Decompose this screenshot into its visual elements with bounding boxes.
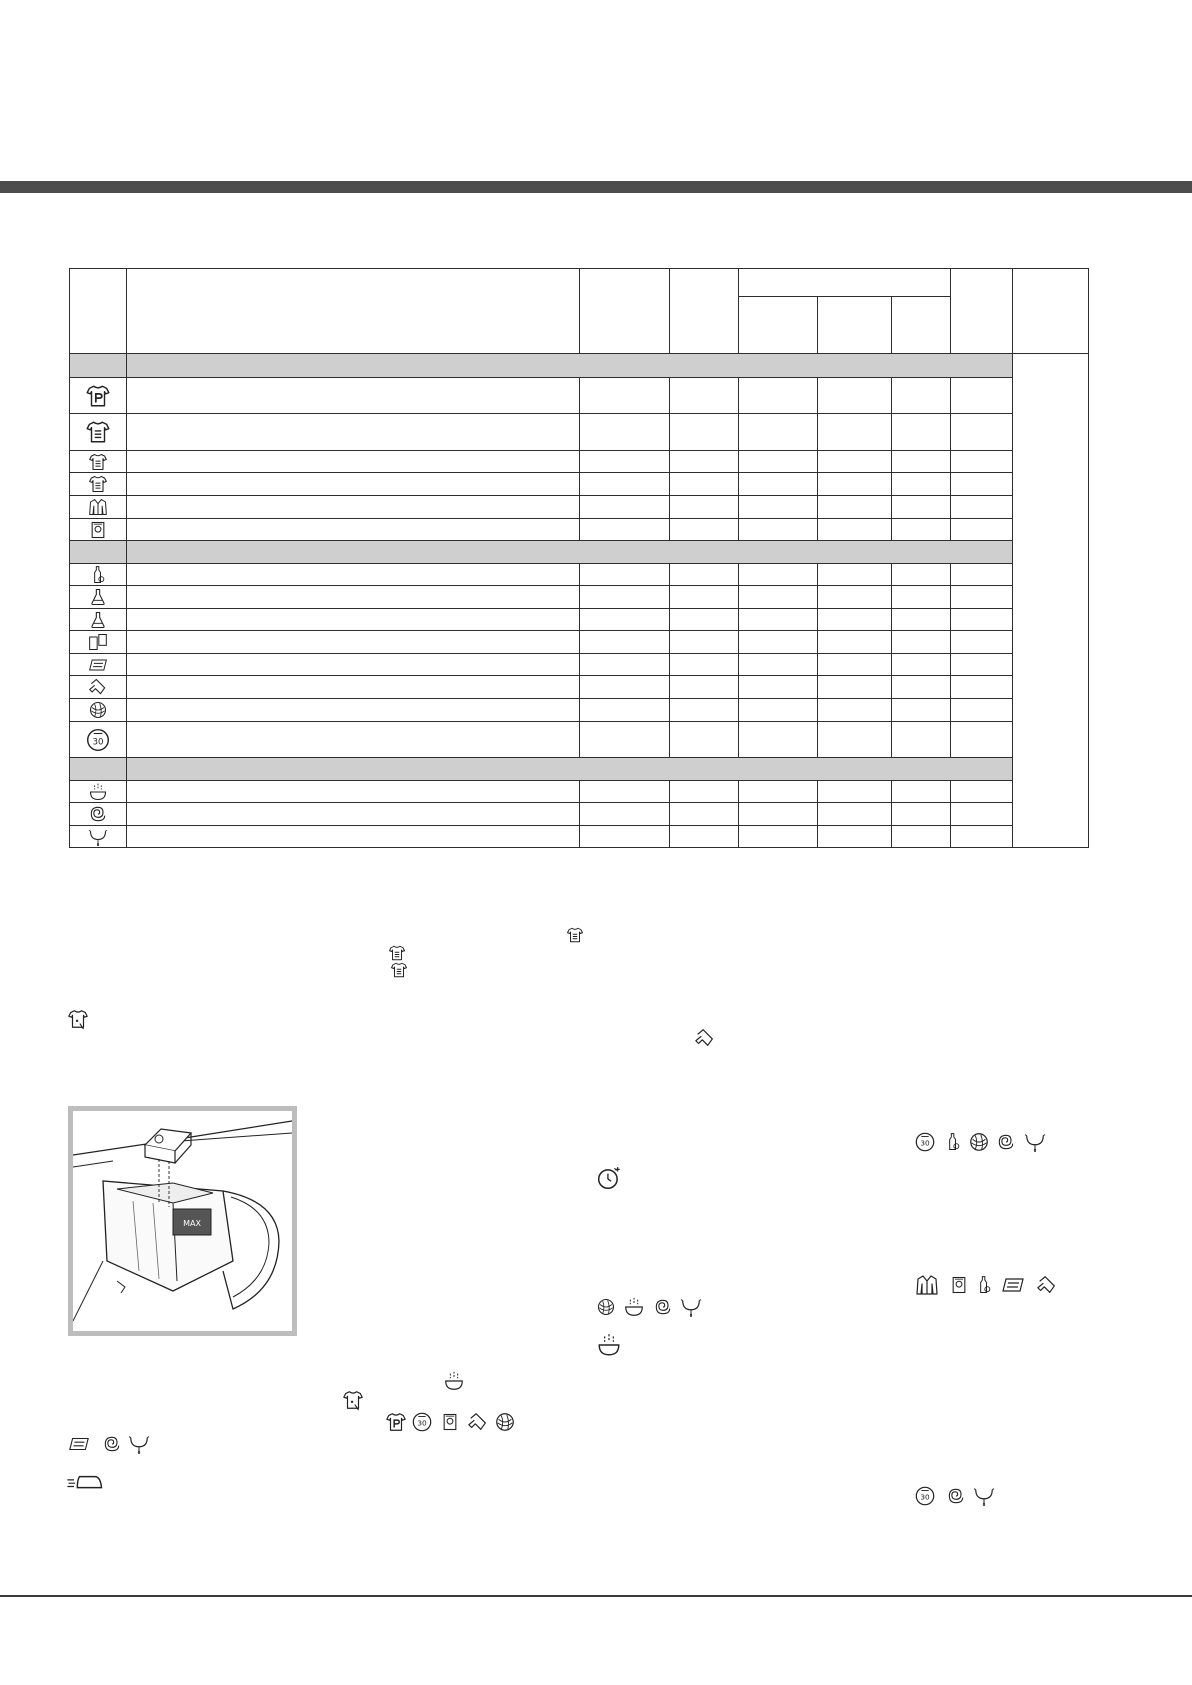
wool-icon	[968, 1131, 990, 1153]
row-icon-cell	[70, 781, 127, 803]
row-icon-cell	[70, 496, 127, 519]
table-header-row	[70, 269, 1089, 297]
shirt-stain-icon	[67, 1008, 89, 1030]
programme-table	[69, 268, 1089, 848]
footer-rule	[0, 1595, 1192, 1597]
shirt-lines-icon	[88, 474, 108, 494]
drain-icon	[88, 827, 108, 847]
drain-icon	[1024, 1131, 1046, 1153]
bottle-icon	[974, 1273, 994, 1297]
table-row	[70, 699, 1089, 722]
header-cell	[951, 269, 1013, 354]
row-icon-cell	[70, 473, 127, 496]
header-group-cell	[739, 269, 951, 297]
table-row	[70, 519, 1089, 541]
row-icon-cell	[70, 699, 127, 722]
bottle-icon	[88, 565, 108, 585]
row-icon-cell	[70, 654, 127, 676]
shirt-stain-icon	[342, 1389, 364, 1411]
row-icon-cell	[70, 378, 127, 414]
spin-icon	[946, 1485, 966, 1507]
band-cell	[70, 354, 127, 378]
rinse-icon	[596, 1332, 622, 1358]
silk-icon	[467, 1411, 489, 1433]
row-icon-cell	[70, 676, 127, 699]
table-row	[70, 378, 1089, 414]
silk-icon	[694, 1027, 716, 1049]
jeans-icon	[440, 1411, 460, 1433]
timer-30-icon	[411, 1411, 433, 1433]
shirt-p-icon	[85, 383, 111, 409]
table-row	[70, 586, 1089, 609]
table-row	[70, 722, 1089, 758]
row-icon-cell	[70, 609, 127, 631]
table-row	[70, 631, 1089, 654]
header-cell	[127, 269, 580, 354]
rinse-icon	[443, 1370, 465, 1392]
row-icon-cell	[70, 586, 127, 609]
spin-icon	[102, 1433, 122, 1455]
shirt-lines-icon	[85, 419, 111, 445]
table-row	[70, 451, 1089, 473]
table-row	[70, 473, 1089, 496]
shirt-lines-icon	[390, 961, 408, 979]
shirt-lines-icon	[388, 944, 406, 962]
table-row	[70, 496, 1089, 519]
header-cell	[739, 297, 818, 354]
timer-30-icon	[914, 1131, 936, 1153]
silk-icon	[1036, 1273, 1058, 1297]
row-icon-cell	[70, 722, 127, 758]
row-icon-cell	[70, 451, 127, 473]
drain-icon	[973, 1485, 995, 1507]
header-cell	[70, 269, 127, 354]
table-row	[70, 826, 1089, 848]
detergent-drawer-figure	[68, 1106, 297, 1336]
blanket-icon	[67, 1433, 91, 1455]
band-cell	[70, 758, 127, 781]
row-icon-cell	[70, 826, 127, 848]
rinse-icon	[623, 1296, 645, 1318]
table-row	[70, 676, 1089, 699]
header-rule	[0, 181, 1192, 193]
band-row	[70, 541, 1089, 564]
drain-icon	[128, 1433, 150, 1455]
header-cell	[892, 297, 951, 354]
shirt-lines-icon	[88, 452, 108, 472]
shirt-p-icon	[385, 1411, 407, 1433]
table-row	[70, 609, 1089, 631]
table-row	[70, 781, 1089, 803]
spin-icon	[88, 804, 108, 824]
flask-icon	[88, 587, 108, 607]
wool-icon	[494, 1411, 516, 1433]
band-cell	[70, 541, 127, 564]
row-icon-cell	[70, 564, 127, 586]
row-icon-cell	[70, 414, 127, 451]
wool-icon	[88, 700, 108, 720]
notes-column	[1013, 354, 1089, 848]
band-row	[70, 758, 1089, 781]
flask-icon	[88, 610, 108, 630]
towels-icon	[86, 632, 110, 652]
table-row	[70, 564, 1089, 586]
header-cell	[580, 269, 670, 354]
spin-icon	[996, 1131, 1016, 1153]
timer-30-icon	[85, 727, 111, 753]
row-icon-cell	[70, 803, 127, 826]
iron-icon	[66, 1470, 104, 1492]
timer-30-icon	[914, 1485, 936, 1507]
band-label	[127, 354, 1013, 378]
jeans-icon	[949, 1273, 969, 1297]
spin-icon	[653, 1296, 673, 1318]
row-icon-cell	[70, 631, 127, 654]
bottle-icon	[943, 1131, 963, 1153]
rinse-icon	[88, 782, 108, 802]
wool-icon	[596, 1296, 616, 1318]
drain-icon	[680, 1296, 702, 1318]
band-label	[127, 758, 1013, 781]
jeans-icon	[88, 520, 108, 540]
jacket-icon	[88, 497, 108, 517]
header-cell	[1013, 269, 1089, 354]
header-cell	[670, 269, 739, 354]
blanket-icon	[1000, 1273, 1026, 1297]
band-row	[70, 354, 1089, 378]
drawer-max-label: MAX	[183, 1219, 201, 1228]
row-icon-cell	[70, 519, 127, 541]
jacket-icon	[914, 1273, 940, 1297]
delay-timer-icon	[596, 1165, 622, 1191]
header-cell	[818, 297, 892, 354]
detergent-drawer-illustration	[73, 1111, 292, 1331]
table-row	[70, 414, 1089, 451]
shirt-lines-icon	[566, 926, 584, 944]
blanket-icon	[87, 655, 109, 675]
silk-icon	[88, 677, 108, 697]
table-row	[70, 654, 1089, 676]
table-row	[70, 803, 1089, 826]
band-label	[127, 541, 1013, 564]
